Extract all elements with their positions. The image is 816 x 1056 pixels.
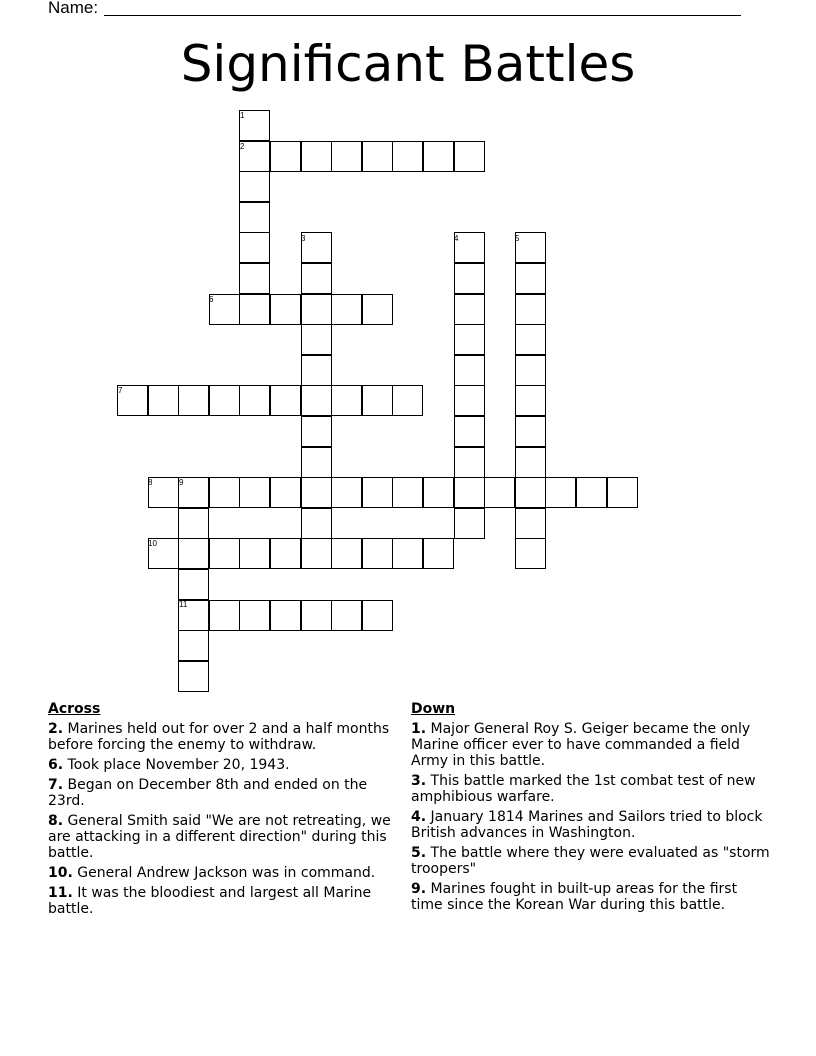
crossword-cell[interactable]	[454, 355, 485, 386]
crossword-cell[interactable]	[301, 294, 332, 325]
clue-text: This battle marked the 1st combat test of new amphibious warfare.	[411, 773, 756, 805]
crossword-cell[interactable]	[392, 477, 423, 508]
clue-num: 6.	[48, 757, 64, 773]
across-clues	[48, 701, 400, 921]
crossword-cell[interactable]	[209, 385, 240, 416]
crossword-cell[interactable]	[239, 600, 270, 631]
crossword-cell[interactable]	[331, 294, 362, 325]
crossword-cell[interactable]	[270, 600, 301, 631]
clue-num: 7.	[48, 777, 64, 793]
crossword-cell[interactable]	[454, 294, 485, 325]
clue-number-2: 2	[240, 142, 245, 151]
crossword-cell[interactable]	[454, 263, 485, 294]
crossword-cell[interactable]	[515, 294, 546, 325]
crossword-cell[interactable]	[362, 538, 393, 569]
crossword-cell[interactable]	[454, 141, 485, 172]
crossword-cell[interactable]	[454, 477, 485, 508]
crossword-cell[interactable]	[515, 416, 546, 447]
crossword-cell[interactable]	[209, 294, 240, 325]
clue-num: 8.	[48, 813, 64, 829]
crossword-cell[interactable]	[301, 355, 332, 386]
clue-number-1: 1	[240, 111, 245, 120]
crossword-cell[interactable]	[239, 477, 270, 508]
crossword-cell[interactable]	[515, 385, 546, 416]
crossword-cell[interactable]	[331, 600, 362, 631]
across-heading: Across	[48, 701, 101, 717]
crossword-cell[interactable]	[301, 538, 332, 569]
clue-number-10: 10	[148, 539, 157, 548]
crossword-cell[interactable]	[362, 385, 393, 416]
clue-text: It was the bloodiest and largest all Marine battle.	[48, 885, 372, 917]
crossword-cell[interactable]	[239, 232, 270, 263]
clue-number-9: 9	[179, 478, 184, 487]
crossword-cell[interactable]	[209, 538, 240, 569]
crossword-cell[interactable]	[178, 385, 209, 416]
clue-number-6: 6	[209, 295, 214, 304]
crossword-cell[interactable]	[178, 538, 209, 569]
crossword-cell[interactable]	[362, 600, 393, 631]
crossword-cell[interactable]	[454, 385, 485, 416]
name-label: Name:	[48, 0, 99, 17]
crossword-cell[interactable]	[178, 661, 209, 692]
crossword-cell[interactable]	[576, 477, 607, 508]
crossword-cell[interactable]	[331, 477, 362, 508]
crossword-cell[interactable]	[239, 385, 270, 416]
crossword-cell[interactable]	[392, 141, 423, 172]
crossword-cell[interactable]	[301, 232, 332, 263]
crossword-cell[interactable]	[515, 355, 546, 386]
clue-num: 11.	[48, 885, 73, 901]
crossword-cell[interactable]	[392, 538, 423, 569]
crossword-cell[interactable]	[331, 385, 362, 416]
crossword-cell[interactable]	[178, 630, 209, 661]
clue-text: The battle where they were evaluated as "storm troopers"	[411, 845, 770, 877]
down-clues	[411, 701, 771, 917]
across-clue	[48, 813, 400, 861]
across-clue	[48, 721, 400, 753]
down-clue	[411, 845, 771, 877]
crossword-cell[interactable]	[301, 141, 332, 172]
crossword-cell[interactable]	[148, 385, 179, 416]
crossword-cell[interactable]	[209, 477, 240, 508]
crossword-cell[interactable]	[392, 385, 423, 416]
down-clue	[411, 721, 771, 769]
crossword-cell[interactable]	[239, 294, 270, 325]
clue-number-7: 7	[118, 386, 123, 395]
clue-text: Major General Roy S. Geiger became the only Marine officer ever to have commanded a field Army in this battle.	[411, 721, 751, 769]
page-title: Significant Battles	[180, 35, 636, 93]
crossword-cell[interactable]	[545, 477, 576, 508]
crossword-cell[interactable]	[301, 447, 332, 478]
crossword-cell[interactable]	[178, 508, 209, 539]
down-clue	[411, 773, 771, 805]
clue-text: General Smith said "We are not retreating, we are attacking in a different direction" during this battle.	[48, 813, 391, 861]
clue-number-11: 11	[179, 600, 188, 609]
crossword-cell[interactable]	[362, 477, 393, 508]
clue-text: January 1814 Marines and Sailors tried to block British advances in Washington.	[411, 809, 763, 841]
crossword-cell[interactable]	[454, 324, 485, 355]
across-clue	[48, 777, 400, 809]
crossword-cell[interactable]	[239, 263, 270, 294]
clue-text: Began on December 8th and ended on the 23rd.	[48, 777, 368, 809]
crossword-cell[interactable]	[301, 263, 332, 294]
crossword-cell[interactable]	[454, 232, 485, 263]
clue-num: 2.	[48, 721, 64, 737]
clue-text: Took place November 20, 1943.	[67, 757, 290, 773]
clue-number-4: 4	[454, 234, 459, 243]
crossword-cell[interactable]	[515, 324, 546, 355]
crossword-cell[interactable]	[515, 508, 546, 539]
down-clue	[411, 809, 771, 841]
crossword-cell[interactable]	[301, 477, 332, 508]
crossword-cell[interactable]	[454, 416, 485, 447]
across-clue	[48, 757, 400, 773]
crossword-cell[interactable]	[239, 171, 270, 202]
clue-text: Marines held out for over 2 and a half months before forcing the enemy to withdraw.	[48, 721, 390, 753]
crossword-cell[interactable]	[454, 508, 485, 539]
crossword-cell[interactable]	[270, 294, 301, 325]
crossword-cell[interactable]	[301, 416, 332, 447]
clue-number-8: 8	[148, 478, 153, 487]
crossword-cell[interactable]	[209, 600, 240, 631]
clue-num: 10.	[48, 865, 73, 881]
clue-num: 3.	[411, 773, 427, 789]
clue-num: 1.	[411, 721, 427, 737]
crossword-cell[interactable]	[301, 508, 332, 539]
crossword-cell[interactable]	[515, 477, 546, 508]
crossword-cell[interactable]	[270, 538, 301, 569]
crossword-cell[interactable]	[454, 447, 485, 478]
crossword-cell[interactable]	[301, 324, 332, 355]
crossword-cell[interactable]	[270, 477, 301, 508]
crossword-cell[interactable]	[423, 141, 454, 172]
crossword-cell[interactable]	[239, 538, 270, 569]
crossword-cell[interactable]	[607, 477, 638, 508]
crossword-cell[interactable]	[362, 294, 393, 325]
clue-number-3: 3	[301, 234, 306, 243]
clue-text: Marines fought in built-up areas for the first time since the Korean War during this battle.	[411, 881, 738, 913]
crossword-cell[interactable]	[239, 202, 270, 233]
crossword-cell[interactable]	[270, 385, 301, 416]
clue-num: 9.	[411, 881, 427, 897]
down-heading: Down	[411, 701, 456, 717]
across-clue	[48, 885, 400, 917]
down-clue	[411, 881, 771, 913]
crossword-cell[interactable]	[423, 477, 454, 508]
crossword-cell[interactable]	[301, 385, 332, 416]
crossword-cell[interactable]	[515, 538, 546, 569]
clue-number-5: 5	[515, 234, 520, 243]
crossword-cell[interactable]	[331, 141, 362, 172]
crossword-cell[interactable]	[423, 538, 454, 569]
crossword-cell[interactable]	[331, 538, 362, 569]
crossword-cell[interactable]	[484, 477, 515, 508]
crossword-cell[interactable]	[515, 447, 546, 478]
crossword-cell[interactable]	[301, 600, 332, 631]
clue-text: General Andrew Jackson was in command.	[77, 865, 376, 881]
crossword-cell[interactable]	[515, 232, 546, 263]
crossword-cell[interactable]	[362, 141, 393, 172]
clue-num: 4.	[411, 809, 427, 825]
crossword-cell[interactable]	[270, 141, 301, 172]
crossword-cell[interactable]	[148, 477, 179, 508]
crossword-cell[interactable]	[178, 569, 209, 600]
clue-num: 5.	[411, 845, 427, 861]
across-clue	[48, 865, 400, 881]
crossword-cell[interactable]	[515, 263, 546, 294]
